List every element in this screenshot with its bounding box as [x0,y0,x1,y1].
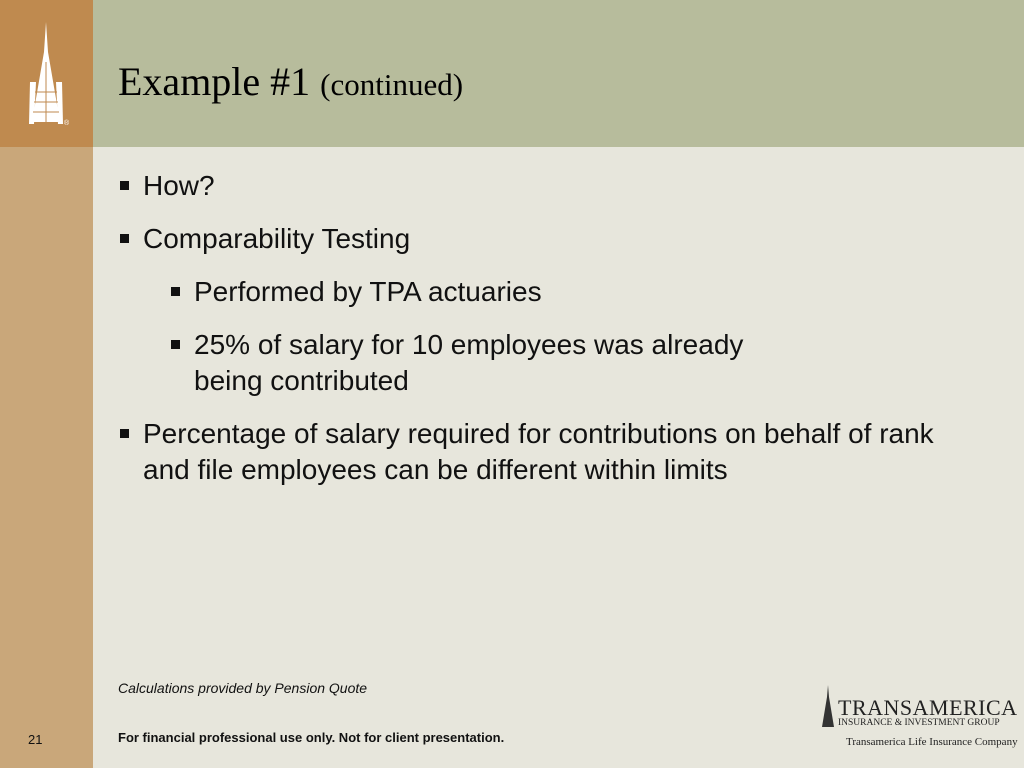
page-number: 21 [28,732,43,747]
brand-name: TRANSAMERICA [838,695,1018,720]
sub-bullet-item [169,327,814,399]
square-bullet-icon [171,287,180,296]
title-main: Example #1 [118,59,311,104]
bullet-item [118,168,978,204]
pyramid-small-icon [820,685,836,731]
bullet-text: How? [143,170,215,201]
brand-logo [820,685,1018,755]
brand-tagline: INSURANCE & INVESTMENT GROUP [838,718,1000,728]
registered-mark: ® [64,120,70,127]
bullet-item [118,416,943,488]
square-bullet-icon [120,234,129,243]
bullet-text: 25% of salary for 10 employees was already being contributed [194,329,744,396]
pyramid-logo-icon [26,22,66,130]
bullet-item [118,221,978,257]
page-title [118,58,463,105]
title-suffix: (continued) [320,67,464,102]
brand-company: Transamerica Life Insurance Company [846,736,1018,748]
disclaimer-footer: For financial professional use only. Not for client presentation. [118,730,505,745]
bullet-text: Percentage of salary required for contributions on behalf of rank and file employees can be different within limits [143,418,934,485]
sub-bullet-item [169,274,978,310]
footnote: Calculations provided by Pension Quote [118,680,368,696]
bullet-text: Performed by TPA actuaries [194,276,542,307]
bullet-list [118,168,978,505]
square-bullet-icon [120,429,129,438]
bullet-text: Comparability Testing [143,223,411,254]
logo-panel [0,0,93,147]
square-bullet-icon [171,340,180,349]
square-bullet-icon [120,181,129,190]
